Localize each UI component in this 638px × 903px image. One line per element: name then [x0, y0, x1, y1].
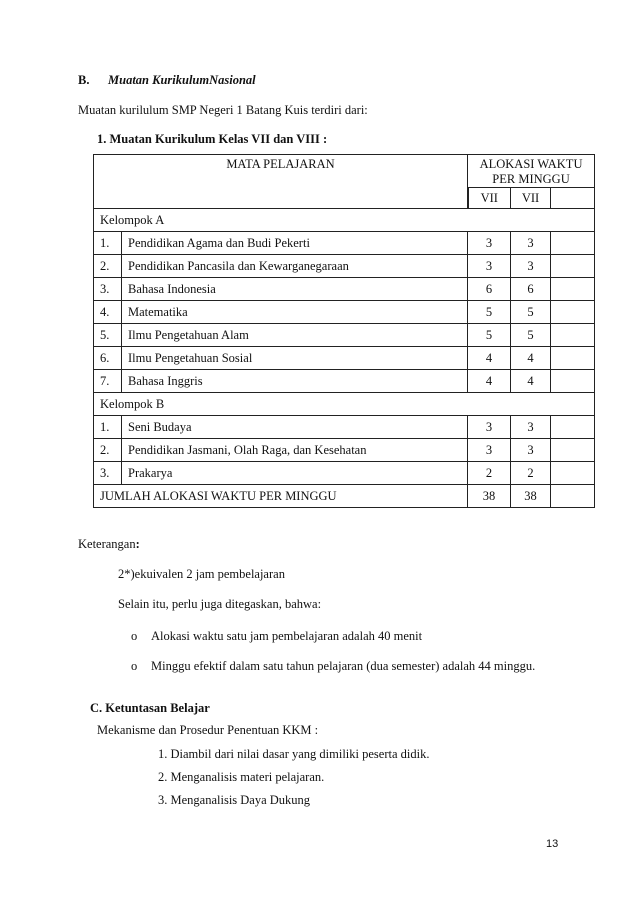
subject-name: Prakarya [122, 462, 468, 485]
viii-hours: 4 [511, 347, 551, 370]
vii-hours: 2 [468, 462, 511, 485]
notes-heading-colon: : [135, 537, 140, 551]
row-number: 6. [94, 347, 122, 370]
row-number: 7. [94, 370, 122, 393]
subject-name: Ilmu Pengetahuan Alam [122, 324, 468, 347]
col-viii: VII [511, 188, 551, 209]
empty-cell [551, 439, 595, 462]
subject-name: Pendidikan Jasmani, Olah Raga, dan Kesehatan [122, 439, 468, 462]
group-a-label: Kelompok A [94, 209, 595, 232]
subheader-empty [94, 188, 468, 209]
table-row [94, 301, 595, 324]
curriculum-table [93, 154, 595, 508]
group-a-row [94, 209, 595, 232]
viii-hours: 4 [511, 370, 551, 393]
table-row [94, 255, 595, 278]
section-b-title: Muatan KurikulumNasional [108, 73, 256, 87]
notes-line2: Selain itu, perlu juga ditegaskan, bahwa: [118, 597, 322, 611]
table-subheader-row [94, 188, 595, 209]
vii-hours: 4 [468, 347, 511, 370]
row-number: 5. [94, 324, 122, 347]
table-row [94, 232, 595, 255]
empty-cell [551, 324, 595, 347]
col-vii: VII [468, 188, 511, 209]
viii-hours: 3 [511, 232, 551, 255]
table-row [94, 416, 595, 439]
vii-hours: 3 [468, 439, 511, 462]
empty-cell [551, 462, 595, 485]
total-empty [551, 485, 595, 508]
viii-hours: 2 [511, 462, 551, 485]
vii-hours: 3 [468, 232, 511, 255]
subject-name: Matematika [122, 301, 468, 324]
table-row [94, 278, 595, 301]
empty-cell [551, 278, 595, 301]
table-title: 1. Muatan Kurikulum Kelas VII dan VIII : [97, 132, 328, 146]
vii-hours: 4 [468, 370, 511, 393]
kkm-item-1: 1. Diambil dari nilai dasar yang dimiliki peserta didik. [158, 747, 430, 761]
row-number: 1. [94, 232, 122, 255]
row-number: 1. [94, 416, 122, 439]
total-row [94, 485, 595, 508]
subject-name: Bahasa Inggris [122, 370, 468, 393]
total-vii: 38 [468, 485, 511, 508]
header-allocation [468, 155, 595, 188]
group-b-row [94, 393, 595, 416]
row-number: 2. [94, 439, 122, 462]
vii-hours: 5 [468, 301, 511, 324]
viii-hours: 3 [511, 416, 551, 439]
bullet-text-2: Minggu efektif dalam satu tahun pelajaran (dua semester) adalah 44 minggu. [151, 659, 536, 673]
row-number: 3. [94, 462, 122, 485]
header-allocation-line2: PER MINGGU [492, 172, 570, 186]
bullet-symbol-2: o [131, 659, 138, 673]
section-c-intro: Mekanisme dan Prosedur Penentuan KKM : [97, 723, 319, 737]
notes-heading-text: Keterangan [78, 537, 136, 551]
kkm-item-2: 2. Menganalisis materi pelajaran. [158, 770, 325, 784]
viii-hours: 3 [511, 255, 551, 278]
row-number: 3. [94, 278, 122, 301]
subject-name: Bahasa Indonesia [122, 278, 468, 301]
viii-hours: 3 [511, 439, 551, 462]
bullet-symbol-1: o [131, 629, 138, 643]
viii-hours: 5 [511, 301, 551, 324]
viii-hours: 5 [511, 324, 551, 347]
subject-name: Seni Budaya [122, 416, 468, 439]
subject-name: Ilmu Pengetahuan Sosial [122, 347, 468, 370]
section-c-title: C. Ketuntasan Belajar [90, 701, 210, 715]
section-b-letter: B. [78, 73, 90, 87]
table-row [94, 324, 595, 347]
total-viii: 38 [511, 485, 551, 508]
vii-hours: 6 [468, 278, 511, 301]
table-row [94, 347, 595, 370]
vii-hours: 3 [468, 255, 511, 278]
vii-hours: 5 [468, 324, 511, 347]
header-allocation-line1: ALOKASI WAKTU [479, 157, 583, 171]
bullet-text-1: Alokasi waktu satu jam pembelajaran adalah 40 menit [151, 629, 423, 643]
row-number: 2. [94, 255, 122, 278]
empty-cell [551, 255, 595, 278]
table-row [94, 439, 595, 462]
empty-cell [551, 416, 595, 439]
row-number: 4. [94, 301, 122, 324]
notes-line1: 2*)ekuivalen 2 jam pembelajaran [118, 567, 285, 581]
empty-cell [551, 347, 595, 370]
table-row [94, 370, 595, 393]
group-b-label: Kelompok B [94, 393, 595, 416]
empty-cell [551, 370, 595, 393]
empty-cell [551, 232, 595, 255]
kkm-item-3: 3. Menganalisis Daya Dukung [158, 793, 311, 807]
empty-cell [551, 301, 595, 324]
table-header-row [94, 155, 595, 188]
header-subject: MATA PELAJARAN [94, 155, 468, 188]
table-row [94, 462, 595, 485]
total-label: JUMLAH ALOKASI WAKTU PER MINGGU [94, 485, 468, 508]
vii-hours: 3 [468, 416, 511, 439]
viii-hours: 6 [511, 278, 551, 301]
col-empty [551, 188, 595, 209]
page-number: 13 [546, 838, 559, 850]
section-b-intro: Muatan kurilulum SMP Negeri 1 Batang Kuis terdiri dari: [78, 103, 368, 117]
subject-name: Pendidikan Pancasila dan Kewarganegaraan [122, 255, 468, 278]
subject-name: Pendidikan Agama dan Budi Pekerti [122, 232, 468, 255]
notes-heading [78, 537, 140, 552]
